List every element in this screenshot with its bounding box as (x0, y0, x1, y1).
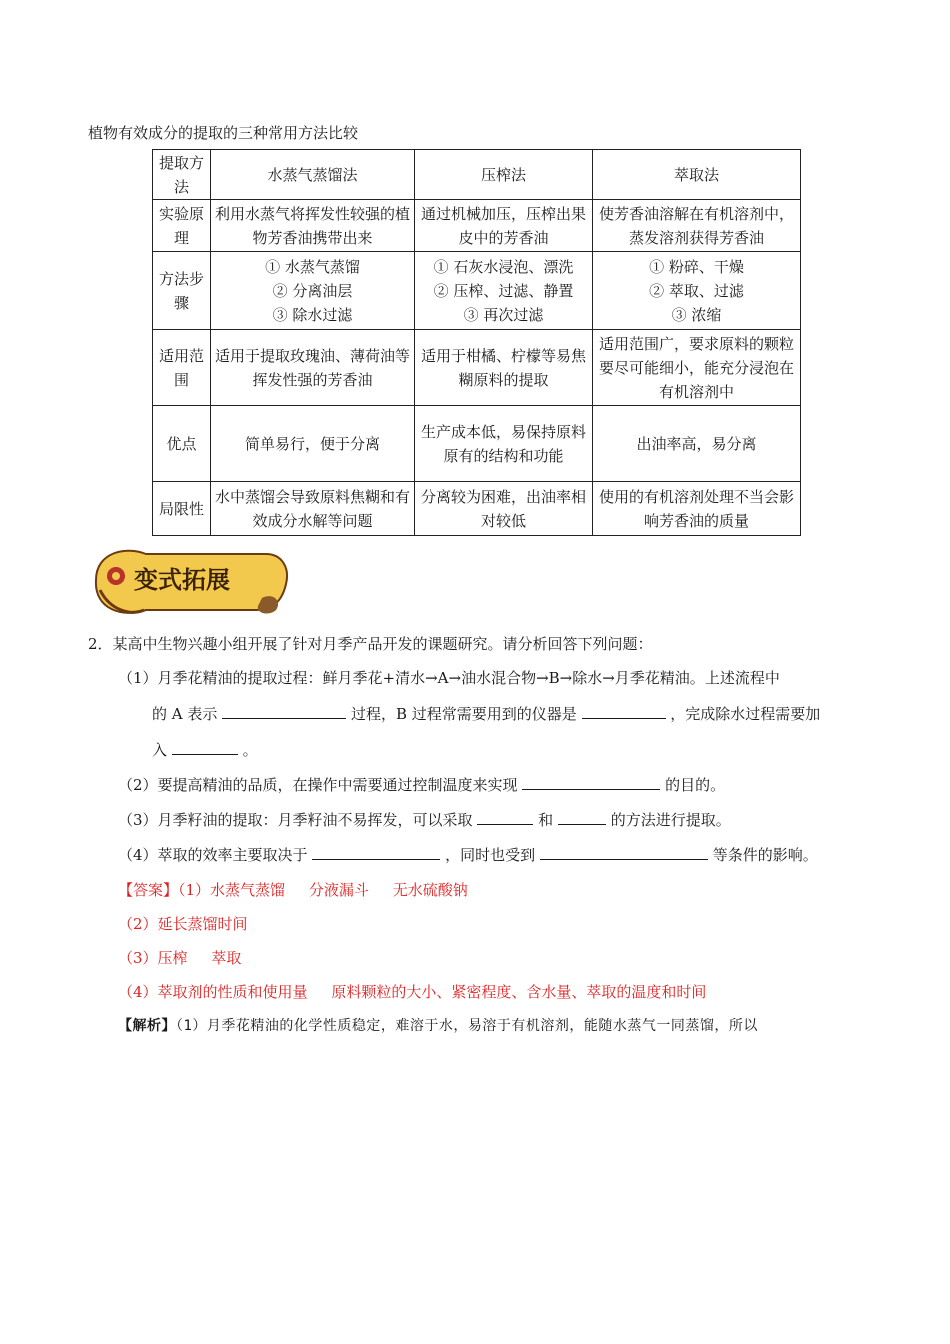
answer-line-1: 【答案】（1）水蒸气蒸馏 分液漏斗 无水硫酸钠 (118, 881, 468, 899)
answer-line-2: （2）延长蒸馏时间 (118, 915, 248, 933)
q2-line: （2）要提高精油的品质，在操作中需要通过控制温度来实现 的目的。 (118, 776, 726, 794)
answer-blank-h[interactable] (540, 845, 708, 860)
table-row-header-cell: 提取方法 (153, 150, 211, 200)
table-row-header-cell: 局限性 (153, 482, 211, 536)
table-cell: 适用于柑橘、柠檬等易焦糊原料的提取 (415, 330, 593, 406)
table-cell: 使芳香油溶解在有机溶剂中，蒸发溶剂获得芳香油 (593, 200, 801, 252)
table-row (153, 252, 801, 330)
q1-line2: 的 A 表示 过程，B 过程常需要用到的仪器是 ，完成除水过程需要加 (152, 705, 821, 723)
table-row-header-cell: 适用范围 (153, 330, 211, 406)
table-row (153, 406, 801, 482)
table-row (153, 482, 801, 536)
q1-line1: （1）月季花精油的提取过程：鲜月季花+清水→A→油水混合物→B→除水→月季花精油。上述流程中 (118, 669, 780, 687)
table-row-header-cell: 方法步骤 (153, 252, 211, 330)
table-row (153, 200, 801, 252)
table-cell: 简单易行，便于分离 (211, 406, 415, 482)
table-cell: 适用于提取玫瑰油、薄荷油等挥发性强的芳香油 (211, 330, 415, 406)
table-cell: 使用的有机溶剂处理不当会影响芳香油的质量 (593, 482, 801, 536)
intro-text: 植物有效成分的提取的三种常用方法比较 (88, 124, 359, 142)
table-header-row (153, 150, 801, 200)
table-cell: 适用范围广，要求原料的颗粒要尽可能细小，能充分浸泡在有机溶剂中 (593, 330, 801, 406)
table-cell: 水蒸气蒸馏法 (211, 150, 415, 200)
table-cell: ① 粉碎、干燥 ② 萃取、过滤 ③ 浓缩 (593, 252, 801, 330)
answer-blank-b[interactable] (582, 704, 666, 719)
table-cell: 通过机械加压，压榨出果皮中的芳香油 (415, 200, 593, 252)
table-cell: ① 石灰水浸泡、漂洗 ② 压榨、过滤、静置 ③ 再次过滤 (415, 252, 593, 330)
answer-line-3: （3）压榨 萃取 (118, 949, 242, 967)
q1-line3: 入 。 (152, 741, 258, 759)
answer-blank-e[interactable] (477, 810, 533, 825)
table-row (153, 330, 801, 406)
question-title: 2．某高中生物兴趣小组开展了针对月季产品开发的课题研究。请分析回答下列问题： (88, 635, 653, 653)
table-row-header-cell: 实验原理 (153, 200, 211, 252)
answer-blank-f[interactable] (558, 810, 606, 825)
table-cell: 萃取法 (593, 150, 801, 200)
table-cell: 生产成本低，易保持原料原有的结构和功能 (415, 406, 593, 482)
answer-line-4: （4）萃取剂的性质和使用量 原料颗粒的大小、紧密程度、含水量、萃取的温度和时间 (118, 983, 707, 1001)
comparison-table (152, 149, 801, 536)
table-cell: 压榨法 (415, 150, 593, 200)
q4-line: （4）萃取的效率主要取决于 ，同时也受到 等条件的影响。 (118, 846, 818, 864)
banner-title: 变式拓展 (134, 565, 230, 594)
table-cell: 出油率高，易分离 (593, 406, 801, 482)
answer-blank-a[interactable] (222, 704, 346, 719)
table-cell: ① 水蒸气蒸馏 ② 分离油层 ③ 除水过滤 (211, 252, 415, 330)
q3-line: （3）月季籽油的提取：月季籽油不易挥发，可以采取 和 的方法进行提取。 (118, 811, 731, 829)
table-cell: 分离较为困难，出油率相对较低 (415, 482, 593, 536)
answer-blank-g[interactable] (312, 845, 440, 860)
banner-variant-expansion (86, 540, 292, 622)
table-cell: 利用水蒸气将挥发性较强的植物芳香油携带出来 (211, 200, 415, 252)
answer-blank-d[interactable] (522, 775, 660, 790)
table-cell: 水中蒸馏会导致原料焦糊和有效成分水解等问题 (211, 482, 415, 536)
table-row-header-cell: 优点 (153, 406, 211, 482)
explanation-line: 【解析】（1）月季花精油的化学性质稳定，难溶于水，易溶于有机溶剂，能随水蒸气一同蒸馏，所以 (118, 1018, 758, 1034)
answer-blank-c[interactable] (172, 740, 238, 755)
